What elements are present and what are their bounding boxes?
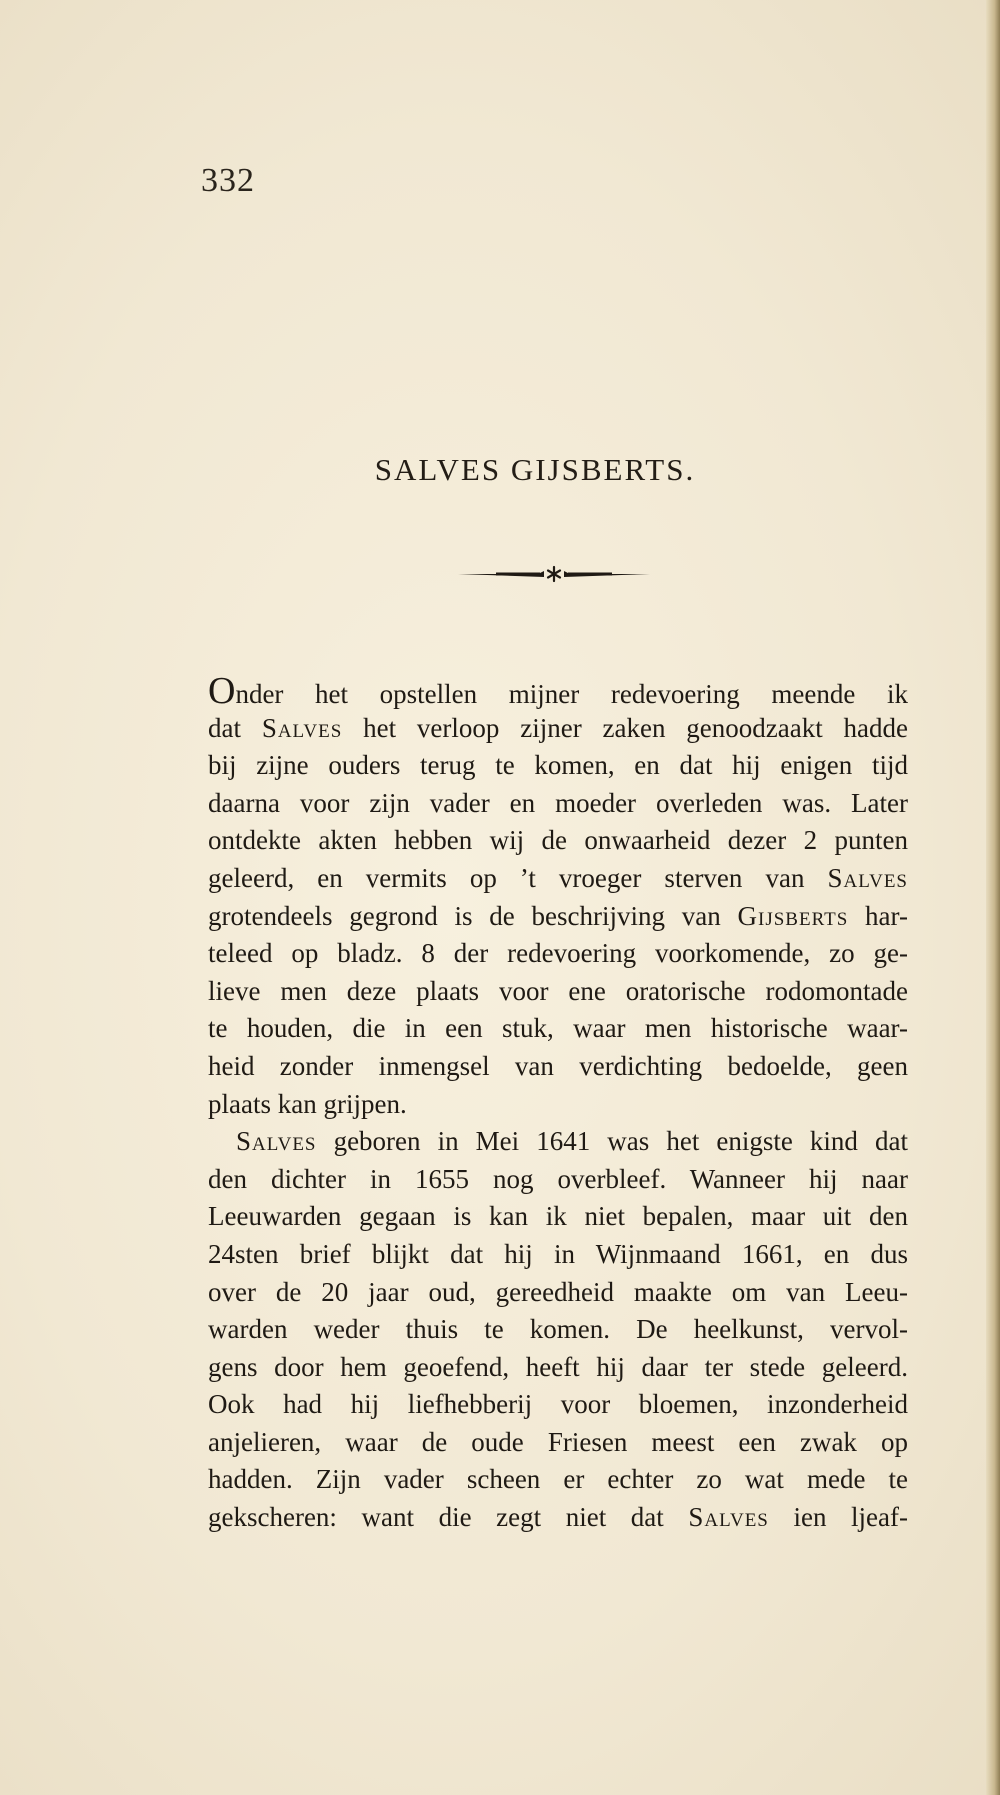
text-run: ontdekte akten hebben wij de onwaarheid dezer 2 punten [208,825,908,856]
text-line [208,1311,908,1349]
text-run: Salves [236,1126,317,1157]
text-line [208,710,908,748]
text-run: warden [208,1314,288,1345]
text-run: Ook had hij liefhebberij voor bloemen, inzonderheid [208,1389,908,1420]
text-run: Leeuwarden [208,1201,342,1232]
text-line [208,935,908,973]
text-line [208,1161,908,1199]
text-run: 24sten brief blijkt dat hij in Wijnmaand 1661, en dus [208,1238,908,1269]
text-run: voor [299,787,350,818]
text-line [208,1010,908,1048]
text-run: ien ljeaf- [793,1502,908,1533]
text-line [208,1386,908,1424]
text-run: daarna [208,787,300,818]
text-line [208,1236,908,1274]
text-line [208,1086,908,1124]
text-run: Salves [688,1502,769,1533]
text-run: anjelieren, waar de oude Friesen meest een zwak op [208,1426,908,1457]
text-run: den dichter in 1655 nog overbleef. Wanneer hij naar [208,1163,908,1194]
text-run: dat [208,712,262,743]
text-line [208,1499,908,1537]
text-run: geboren in Mei 1641 was het enigste kind dat [316,1126,908,1157]
page-number: 332 [201,162,255,199]
text-line [208,785,908,823]
text-line [208,1461,908,1499]
text-line [208,973,908,1011]
text-run: heid zonder inmengsel van verdichting bedoelde, geen [208,1050,908,1081]
text-line [208,1123,908,1161]
text-run: Leeu- [845,1276,908,1307]
text-run: weder thuis te komen. De heelkunst, vervol- [287,1314,908,1345]
body-text [208,672,908,1537]
text-run: te houden, die in een stuk, waar men historische waar- [208,1013,908,1044]
text-run: lieve men deze plaats voor ene oratorische rodomontade [208,975,908,1006]
text-line [208,1424,908,1462]
text-run: over de 20 jaar oud, gereedheid maakte om van [208,1276,846,1307]
text-line [208,822,908,860]
text-run: Salves [827,862,908,893]
text-line [208,1274,908,1312]
text-line [208,860,908,898]
text-line [208,672,908,710]
text-run: gekscheren: want die zegt niet dat [208,1502,689,1533]
text-run: har- [848,900,908,931]
text-run: geleerd, en vermits op ’t vroeger sterven van [208,862,828,893]
text-run: bij zijne ouders terug te komen, en dat hij enigen tijd [208,750,908,781]
text-line [208,1048,908,1086]
text-run: nder het opstellen mijner redevoering meende ik [235,679,908,709]
text-run: het verloop zijner zaken genoodzaakt hadde [342,712,908,743]
drop-cap: O [208,670,236,712]
page-edge [986,0,1000,1795]
text-run: gens door hem geoefend, heeft hij daar ter stede geleerd. [208,1351,908,1382]
text-line [208,898,908,936]
text-line [208,1198,908,1236]
text-run [769,1502,794,1532]
text-run: gegaan is kan ik niet bepalen, maar uit den [341,1201,908,1232]
text-run: grotendeels gegrond is de beschrijving van [208,900,738,931]
text-run: Gijsberts [737,900,849,931]
text-line [208,747,908,785]
text-run: plaats kan grijpen. [208,1088,407,1119]
rule-with-asterisk-ornament-icon [456,562,652,586]
page-title: SALVES GIJSBERTS. [374,452,696,487]
text-run: hadden. Zijn vader scheen er echter zo wat mede te [208,1464,908,1495]
text-run: Salves [261,712,343,743]
text-run: teleed op bladz. 8 der redevoering voorkomende, zo ge- [208,938,908,969]
text-line [208,1349,908,1387]
text-run: zijn vader en moeder overleden was. Later [349,787,908,818]
